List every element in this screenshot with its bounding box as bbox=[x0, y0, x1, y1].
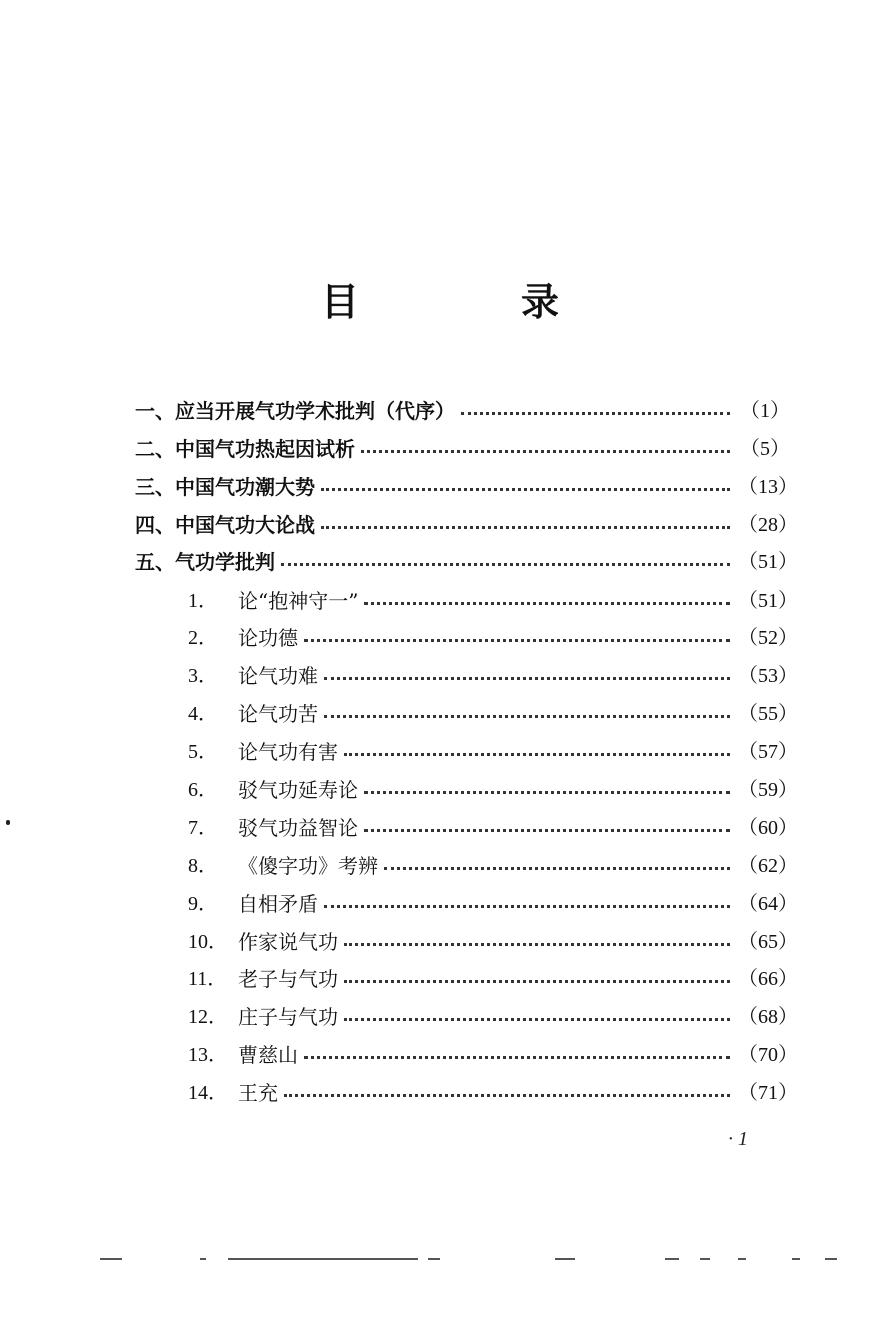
toc-subentry-title: 庄子与气功 bbox=[238, 1005, 338, 1029]
toc-subentry[interactable] bbox=[188, 586, 798, 616]
toc-dot-leader bbox=[364, 602, 730, 605]
toc-entry-title: 中国气功大论战 bbox=[175, 513, 315, 537]
scan-artifact bbox=[228, 1258, 418, 1260]
toc-entry-title: 中国气功热起因试析 bbox=[175, 437, 355, 461]
toc-dot-leader bbox=[324, 677, 730, 680]
toc-dot-leader bbox=[324, 715, 730, 718]
toc-subentry-title: 《傻字功》考辨 bbox=[238, 854, 378, 878]
toc-subentry-page: （60） bbox=[738, 817, 798, 839]
toc-entry-number: 四、 bbox=[135, 513, 175, 537]
toc-dot-leader bbox=[284, 1094, 730, 1097]
scan-artifact bbox=[100, 1258, 122, 1260]
page-title: 目 录 bbox=[320, 280, 621, 324]
toc-subentry[interactable] bbox=[188, 889, 798, 919]
toc-entry-title: 中国气功潮大势 bbox=[175, 475, 315, 499]
toc-subentry-title: 老子与气功 bbox=[238, 967, 338, 991]
scan-artifact bbox=[200, 1258, 206, 1260]
toc-subentry[interactable] bbox=[188, 737, 798, 767]
toc-subentry-page: （52） bbox=[738, 627, 798, 649]
toc-entry-page: （28） bbox=[738, 514, 798, 536]
toc-subentry[interactable] bbox=[188, 1078, 798, 1108]
toc-entry[interactable] bbox=[135, 434, 790, 464]
toc-subentry-title: 自相矛盾 bbox=[238, 892, 318, 916]
toc-subentry[interactable] bbox=[188, 813, 798, 843]
scan-artifact bbox=[825, 1258, 837, 1260]
toc-subentry-number: 6． bbox=[188, 779, 218, 801]
toc-subentry[interactable] bbox=[188, 661, 798, 691]
toc-subentry[interactable] bbox=[188, 964, 798, 994]
toc-subentry-page: （55） bbox=[738, 703, 798, 725]
toc-dot-leader bbox=[304, 639, 730, 642]
toc-entry[interactable] bbox=[135, 547, 798, 577]
toc-dot-leader bbox=[344, 753, 730, 756]
scan-artifact bbox=[665, 1258, 679, 1260]
toc-subentry-page: （65） bbox=[738, 931, 798, 953]
toc-subentry-number: 9． bbox=[188, 893, 218, 915]
toc-entry-page: （13） bbox=[738, 476, 798, 498]
toc-entry-number: 三、 bbox=[135, 475, 175, 499]
toc-subentry-page: （53） bbox=[738, 665, 798, 687]
toc-entry-page: （1） bbox=[740, 400, 790, 422]
toc-entry-title: 气功学批判 bbox=[175, 550, 275, 574]
toc-subentry[interactable] bbox=[188, 699, 798, 729]
toc-entry-title: 应当开展气功学术批判（代序） bbox=[175, 399, 455, 423]
toc-subentry-page: （68） bbox=[738, 1006, 798, 1028]
toc-subentry-number: 3． bbox=[188, 665, 218, 687]
toc-subentry-page: （70） bbox=[738, 1044, 798, 1066]
toc-entry-number: 五、 bbox=[135, 550, 175, 574]
toc-dot-leader bbox=[304, 1056, 730, 1059]
toc-dot-leader bbox=[344, 980, 730, 983]
toc-subentry-page: （59） bbox=[738, 779, 798, 801]
scan-artifact bbox=[738, 1258, 746, 1260]
toc-subentry-title: 论气功难 bbox=[238, 664, 318, 688]
toc-dot-leader bbox=[384, 867, 730, 870]
toc-subentry-page: （64） bbox=[738, 893, 798, 915]
toc-entry-number: 二、 bbox=[135, 437, 175, 461]
toc-subentry-page: （62） bbox=[738, 855, 798, 877]
scan-speck bbox=[6, 820, 10, 825]
scan-artifact bbox=[792, 1258, 800, 1260]
toc-subentry-number: 5． bbox=[188, 741, 218, 763]
toc-entry-number: 一、 bbox=[135, 399, 175, 423]
toc-dot-leader bbox=[364, 829, 730, 832]
scan-artifact bbox=[700, 1258, 710, 1260]
toc-entry[interactable] bbox=[135, 472, 798, 502]
toc-subentry-page: （71） bbox=[738, 1082, 798, 1104]
toc-dot-leader bbox=[461, 412, 730, 415]
toc-entry-page: （51） bbox=[738, 551, 798, 573]
toc-dot-leader bbox=[361, 450, 730, 453]
toc-subentry-number: 13． bbox=[188, 1044, 228, 1066]
toc-subentry-number: 10． bbox=[188, 931, 228, 953]
toc-entry-page: （5） bbox=[740, 438, 790, 460]
toc-subentry-number: 14． bbox=[188, 1082, 228, 1104]
toc-dot-leader bbox=[281, 563, 730, 566]
toc-dot-leader bbox=[344, 943, 730, 946]
toc-subentry-page: （66） bbox=[738, 968, 798, 990]
page-number: · 1 bbox=[728, 1128, 748, 1150]
toc-subentry-title: 驳气功延寿论 bbox=[238, 778, 358, 802]
toc-dot-leader bbox=[344, 1018, 730, 1021]
toc-subentry-title: 论气功苦 bbox=[238, 702, 318, 726]
toc-dot-leader bbox=[364, 791, 730, 794]
toc-subentry-title: 作家说气功 bbox=[238, 930, 338, 954]
toc-entry[interactable] bbox=[135, 510, 798, 540]
toc-subentry-title: 驳气功益智论 bbox=[238, 816, 358, 840]
toc-subentry[interactable] bbox=[188, 1040, 798, 1070]
toc-subentry-page: （51） bbox=[738, 590, 798, 612]
toc-subentry-number: 11． bbox=[188, 968, 228, 990]
toc-subentry-title: 论“抱神守一” bbox=[238, 589, 359, 613]
toc-subentry-title: 王充 bbox=[238, 1081, 278, 1105]
toc-entry[interactable] bbox=[135, 396, 790, 426]
scan-artifact bbox=[428, 1258, 440, 1260]
toc-subentry-number: 7． bbox=[188, 817, 218, 839]
toc-subentry-number: 8． bbox=[188, 855, 218, 877]
toc-dot-leader bbox=[321, 488, 730, 491]
toc-subentry-title: 论功德 bbox=[238, 626, 298, 650]
toc-subentry[interactable] bbox=[188, 851, 798, 881]
toc-subentry-number: 2． bbox=[188, 627, 218, 649]
toc-subentry-title: 论气功有害 bbox=[238, 740, 338, 764]
toc-subentry-title: 曹慈山 bbox=[238, 1043, 298, 1067]
toc-dot-leader bbox=[321, 526, 730, 529]
toc-subentry[interactable] bbox=[188, 775, 798, 805]
scan-artifact bbox=[555, 1258, 575, 1260]
toc-subentry-number: 4． bbox=[188, 703, 218, 725]
toc-subentry[interactable] bbox=[188, 1002, 798, 1032]
toc-subentry[interactable] bbox=[188, 623, 798, 653]
toc-subentry[interactable] bbox=[188, 927, 798, 957]
toc-subentry-number: 1． bbox=[188, 590, 218, 612]
toc-subentry-number: 12． bbox=[188, 1006, 228, 1028]
toc-dot-leader bbox=[324, 905, 730, 908]
toc-subentry-page: （57） bbox=[738, 741, 798, 763]
